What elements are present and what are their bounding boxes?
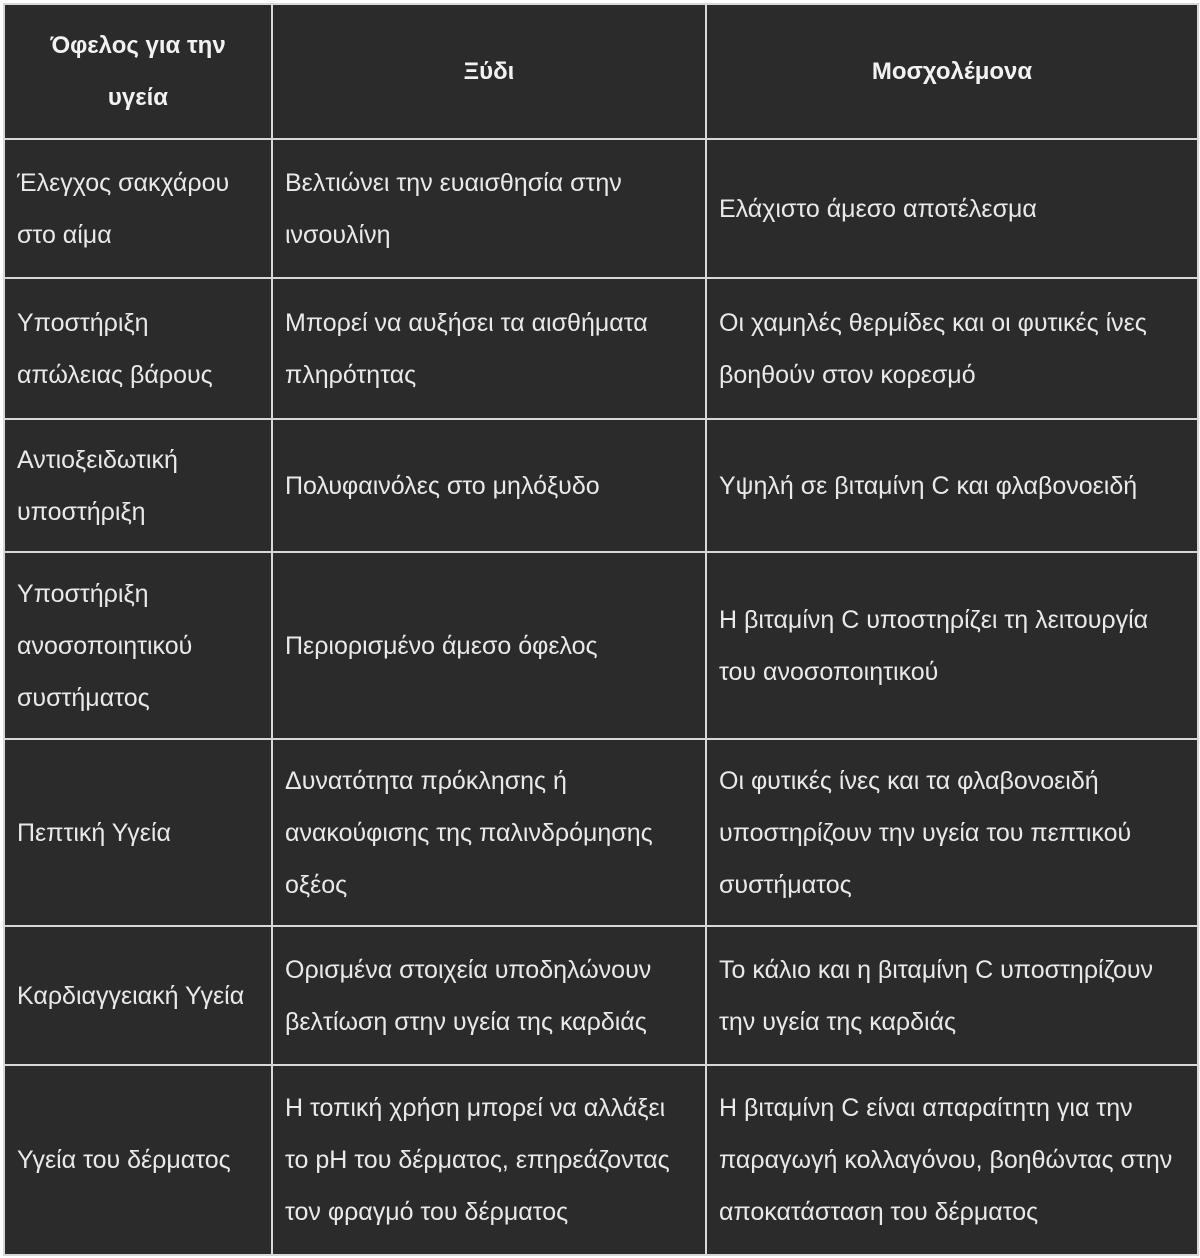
benefit-cell: Καρδιαγγειακή Υγεία xyxy=(4,926,272,1065)
table-row xyxy=(4,926,1198,1065)
table-row xyxy=(4,278,1198,419)
limes-cell: Οι φυτικές ίνες και τα φλαβονοειδή υποστηρίζουν την υγεία του πεπτικού συστήματος xyxy=(706,739,1198,926)
header-benefit-text: Όφελος για την υγεία xyxy=(50,31,226,111)
header-limes: Μοσχολέμονα xyxy=(706,4,1198,139)
benefit-cell: Υποστήριξη ανοσοποιητικού συστήματος xyxy=(4,552,272,739)
limes-cell: Υψηλή σε βιταμίνη C και φλαβονοειδή xyxy=(706,419,1198,552)
table-row xyxy=(4,739,1198,926)
comparison-table xyxy=(3,3,1199,1256)
limes-cell: Οι χαμηλές θερμίδες και οι φυτικές ίνες βοηθούν στον κορεσμό xyxy=(706,278,1198,419)
benefit-cell: Υποστήριξη απώλειας βάρους xyxy=(4,278,272,419)
vinegar-cell: Περιορισμένο άμεσο όφελος xyxy=(272,552,706,739)
benefit-cell: Υγεία του δέρματος xyxy=(4,1065,272,1255)
limes-cell: Η βιταμίνη C υποστηρίζει τη λειτουργία του ανοσοποιητικού xyxy=(706,552,1198,739)
comparison-table-container xyxy=(3,3,1197,1255)
table-row xyxy=(4,552,1198,739)
limes-cell: Ελάχιστο άμεσο αποτέλεσμα xyxy=(706,139,1198,278)
header-vinegar: Ξύδι xyxy=(272,4,706,139)
vinegar-cell: Δυνατότητα πρόκλησης ή ανακούφισης της παλινδρόμησης οξέος xyxy=(272,739,706,926)
benefit-cell: Έλεγχος σακχάρου στο αίμα xyxy=(4,139,272,278)
table-row xyxy=(4,1065,1198,1255)
benefit-cell: Αντιοξειδωτική υποστήριξη xyxy=(4,419,272,552)
vinegar-cell: Μπορεί να αυξήσει τα αισθήματα πληρότητας xyxy=(272,278,706,419)
vinegar-cell: Πολυφαινόλες στο μηλόξυδο xyxy=(272,419,706,552)
limes-cell: Το κάλιο και η βιταμίνη C υποστηρίζουν την υγεία της καρδιάς xyxy=(706,926,1198,1065)
table-row xyxy=(4,139,1198,278)
vinegar-cell: Η τοπική χρήση μπορεί να αλλάξει το pH του δέρματος, επηρεάζοντας τον φραγμό του δέρματος xyxy=(272,1065,706,1255)
limes-cell: Η βιταμίνη C είναι απαραίτητη για την παραγωγή κολλαγόνου, βοηθώντας στην αποκατάσταση του δέρματος xyxy=(706,1065,1198,1255)
table-row xyxy=(4,419,1198,552)
benefit-cell: Πεπτική Υγεία xyxy=(4,739,272,926)
vinegar-cell: Ορισμένα στοιχεία υποδηλώνουν βελτίωση στην υγεία της καρδιάς xyxy=(272,926,706,1065)
header-benefit xyxy=(4,4,272,139)
header-row xyxy=(4,4,1198,139)
vinegar-cell: Βελτιώνει την ευαισθησία στην ινσουλίνη xyxy=(272,139,706,278)
